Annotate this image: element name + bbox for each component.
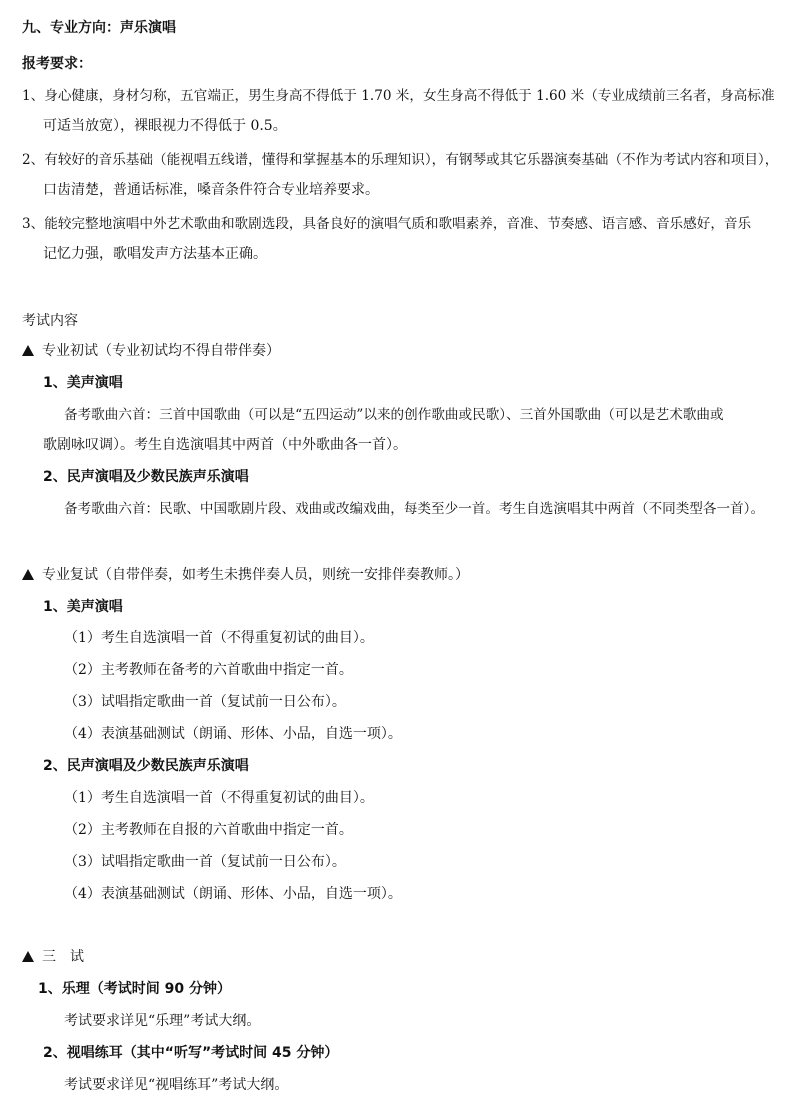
second-heading-text: 专业复试（自带伴奏，如考生未携伴奏人员，则统一安排伴奏教师。） xyxy=(42,567,469,583)
second-bel-canto-heading: 1、美声演唱 xyxy=(43,599,123,615)
third-solfege-heading: 2、视唱练耳（其中“听写”考试时间 45 分钟） xyxy=(43,1045,339,1061)
triangle-bullet-icon xyxy=(22,951,34,962)
second-folk-heading: 2、民声演唱及少数民族声乐演唱 xyxy=(43,758,249,774)
second-folk-item: （3）试唱指定歌曲一首（复试前一日公布）。 xyxy=(64,854,346,870)
preliminary-bel-canto-line2: 歌剧咏叹调）。考生自选演唱其中两首（中外歌曲各一首）。 xyxy=(43,437,407,453)
page-title: 九、专业方向：声乐演唱 xyxy=(22,20,176,36)
third-heading-text: 三 试 xyxy=(42,949,84,965)
requirement-2-line1: 2、有较好的音乐基础（能视唱五线谱，懂得和掌握基本的乐理知识），有钢琴或其它乐器演奏基础（不作为考试内容和项目）， xyxy=(22,152,779,168)
second-bel-canto-item: （2）主考教师在备考的六首歌曲中指定一首。 xyxy=(64,662,353,678)
requirement-2-line2: 口齿清楚，普通话标准，嗓音条件符合专业培养要求。 xyxy=(43,182,379,198)
preliminary-bel-canto-heading: 1、美声演唱 xyxy=(43,375,123,391)
exam-content-heading: 考试内容 xyxy=(22,313,78,329)
requirement-1-line1: 1、身心健康，身材匀称，五官端正，男生身高不得低于 1.70 米，女生身高不得低于 1.60 米（专业成绩前三名者，身高标准 xyxy=(22,88,775,104)
triangle-bullet-icon xyxy=(22,345,34,356)
requirement-3-line2: 记忆力强，歌唱发声方法基本正确。 xyxy=(43,246,267,262)
triangle-bullet-icon xyxy=(22,569,34,580)
third-theory-heading: 1、乐理（考试时间 90 分钟） xyxy=(38,981,231,997)
requirement-3-line1: 3、能较完整地演唱中外艺术歌曲和歌剧选段，具备良好的演唱气质和歌唱素养，音准、节奏感、语言感、音乐感好，音乐 xyxy=(22,216,752,232)
third-heading xyxy=(22,947,84,967)
preliminary-heading xyxy=(22,341,280,361)
second-folk-item: （1）考生自选演唱一首（不得重复初试的曲目）。 xyxy=(64,790,374,806)
second-bel-canto-item: （4）表演基础测试（朗诵、形体、小品，自选一项）。 xyxy=(64,726,402,742)
preliminary-folk-line1: 备考歌曲六首：民歌、中国歌剧片段、戏曲或改编戏曲，每类至少一首。考生自选演唱其中两首（不同类型各一首）。 xyxy=(64,501,765,517)
second-bel-canto-item: （3）试唱指定歌曲一首（复试前一日公布）。 xyxy=(64,694,346,710)
second-bel-canto-item: （1）考生自选演唱一首（不得重复初试的曲目）。 xyxy=(64,630,374,646)
preliminary-bel-canto-line1: 备考歌曲六首：三首中国歌曲（可以是“五四运动”以来的创作歌曲或民歌）、三首外国歌曲（可以是艺术歌曲或 xyxy=(64,407,724,423)
preliminary-folk-heading: 2、民声演唱及少数民族声乐演唱 xyxy=(43,469,249,485)
second-folk-item: （4）表演基础测试（朗诵、形体、小品，自选一项）。 xyxy=(64,886,402,902)
third-theory-desc: 考试要求详见“乐理”考试大纲。 xyxy=(64,1013,261,1029)
preliminary-heading-text: 专业初试（专业初试均不得自带伴奏） xyxy=(42,343,280,359)
requirement-1-line2: 可适当放宽），裸眼视力不得低于 0.5。 xyxy=(43,118,287,134)
second-heading xyxy=(22,565,469,585)
third-solfege-desc: 考试要求详见“视唱练耳”考试大纲。 xyxy=(64,1077,289,1093)
second-folk-item: （2）主考教师在自报的六首歌曲中指定一首。 xyxy=(64,822,353,838)
requirements-heading: 报考要求： xyxy=(22,56,92,72)
